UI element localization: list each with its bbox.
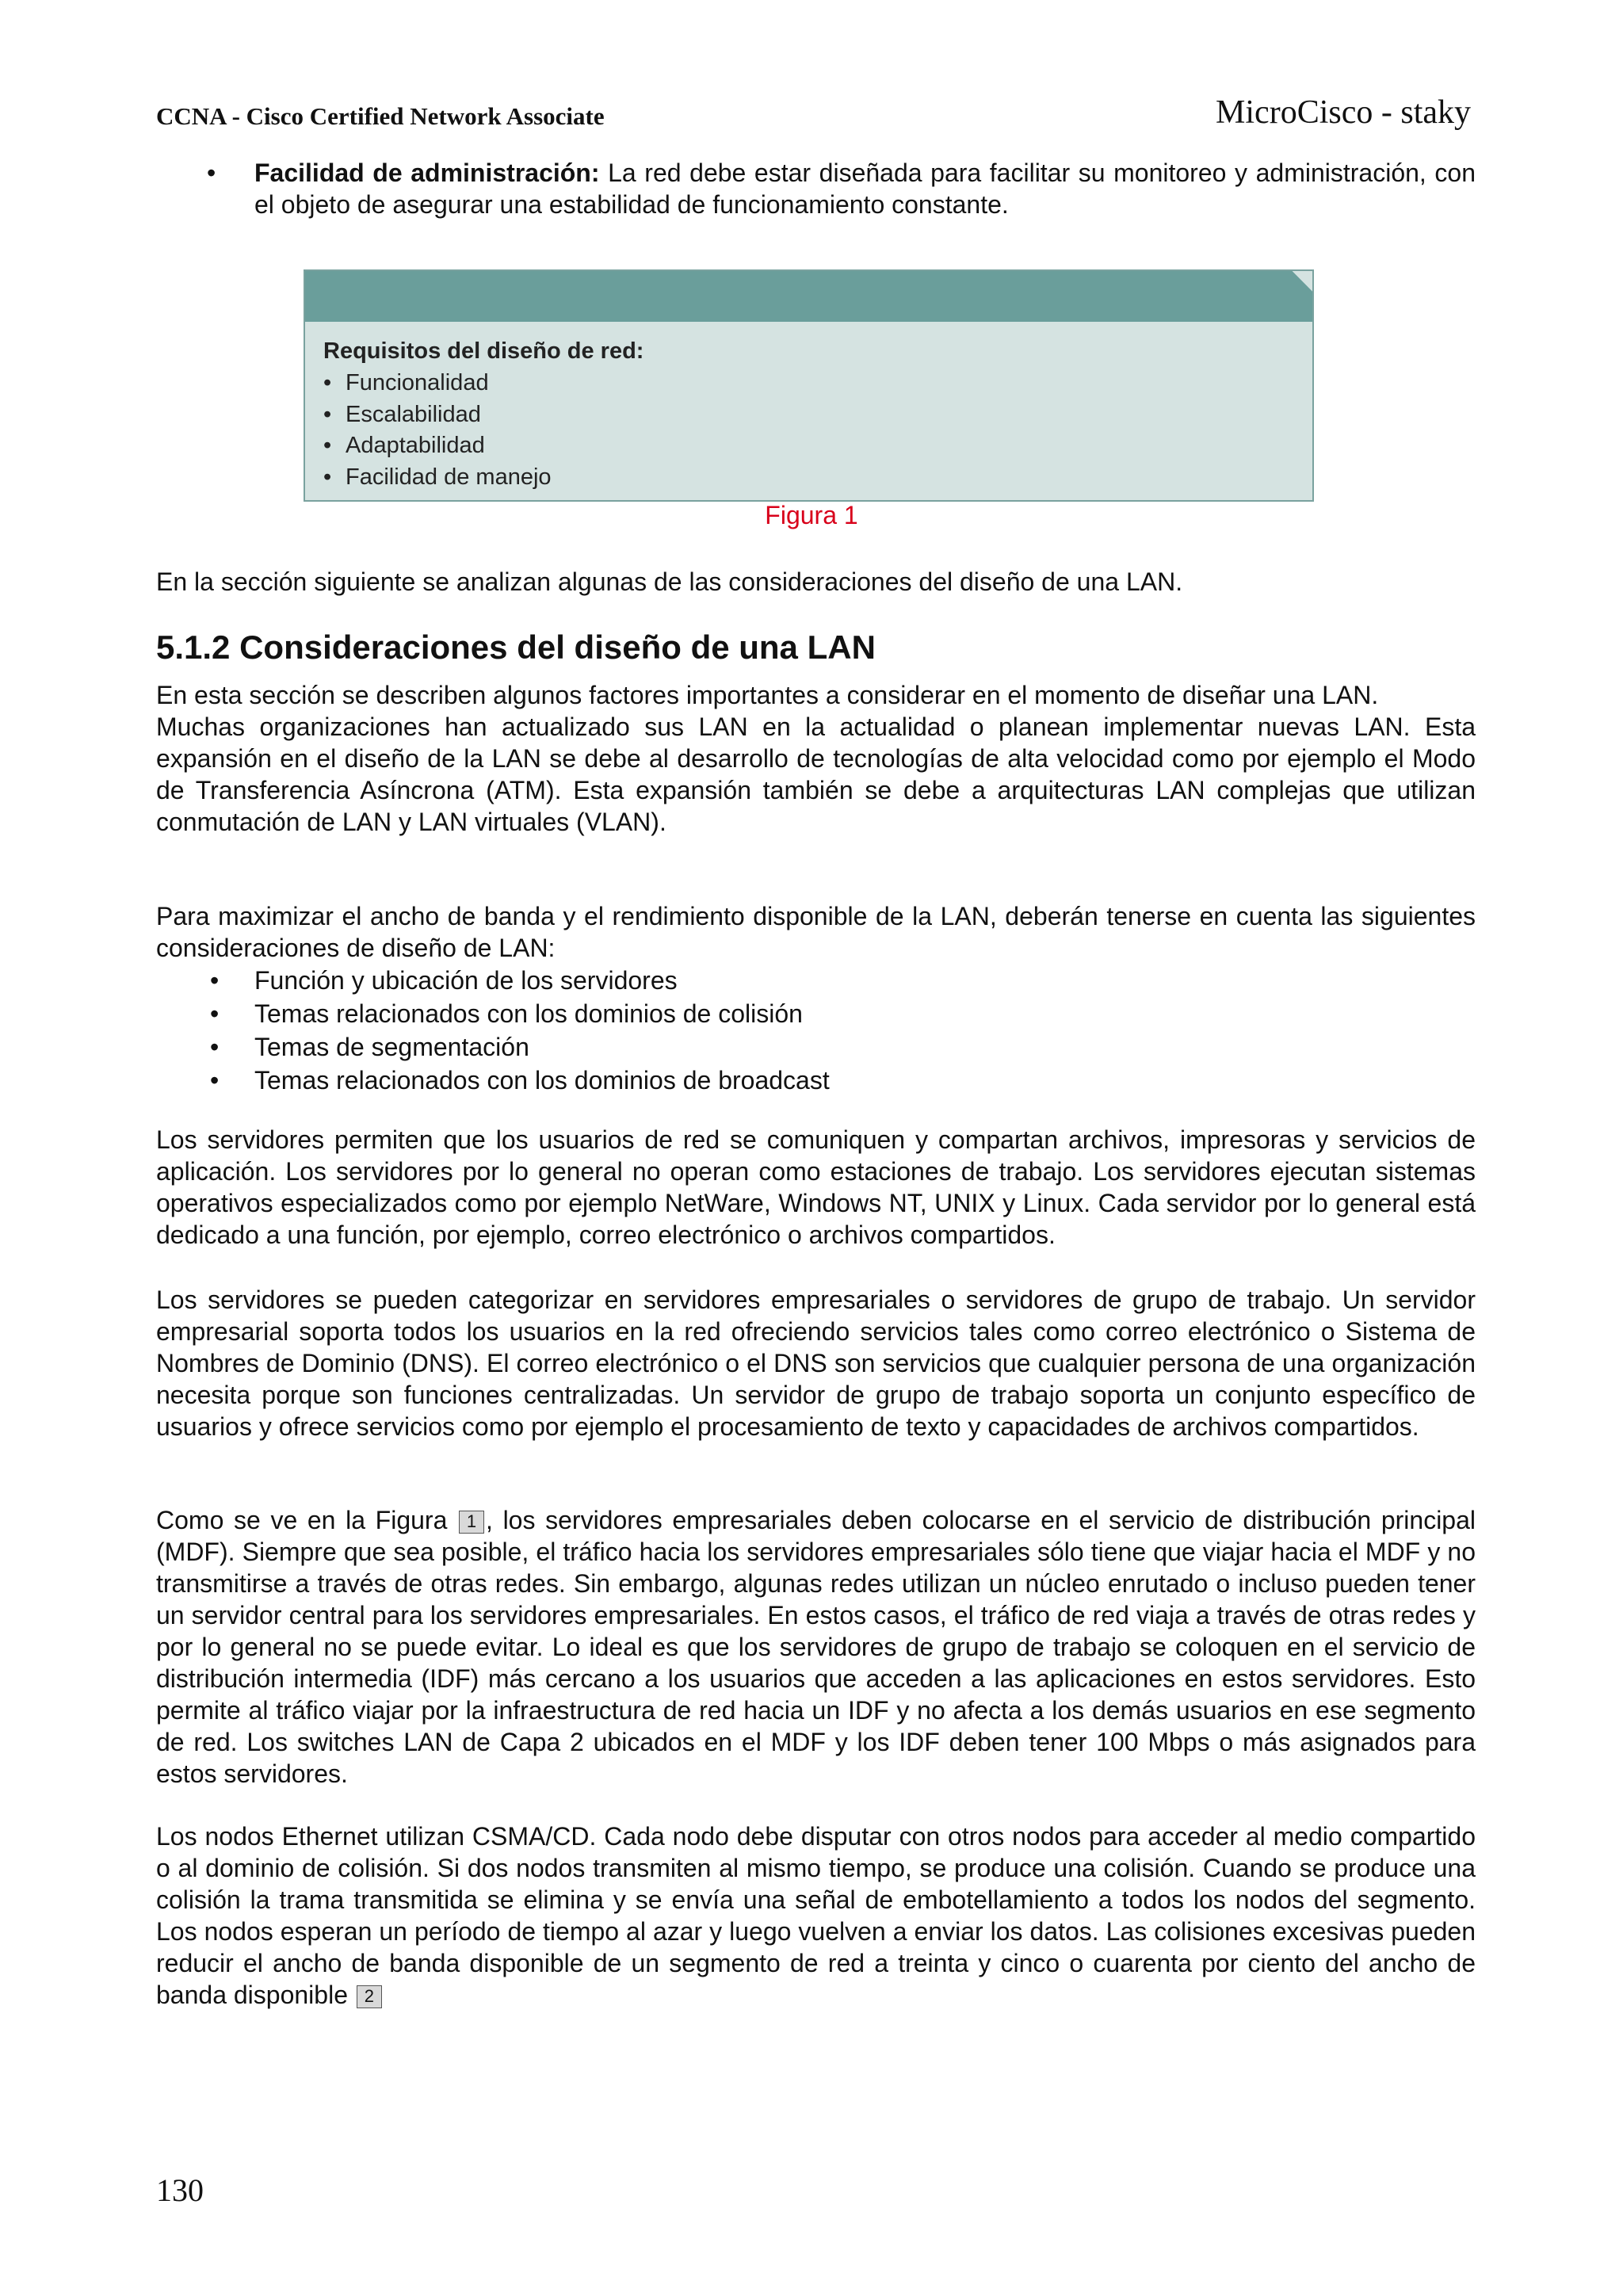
figure-title: Requisitos del diseño de red: bbox=[323, 338, 644, 364]
list-item bbox=[156, 157, 1476, 220]
bullet-icon: • bbox=[323, 464, 332, 490]
list-item: • Facilidad de manejo bbox=[323, 462, 552, 494]
figure-box bbox=[304, 269, 1314, 502]
bullet-icon: • bbox=[323, 433, 332, 458]
list-item: • Temas relacionados con los dominios de colisión bbox=[156, 997, 1476, 1030]
paragraph: Para maximizar el ancho de banda y el rendimiento disponible de la LAN, deberán tenerse en cuenta las siguientes consideraciones de diseño de LAN: bbox=[156, 902, 1476, 962]
list-item: • Escalabilidad bbox=[323, 399, 552, 431]
bullet-icon: • bbox=[323, 401, 332, 427]
bullet-icon: • bbox=[210, 999, 220, 1028]
figure-header-band bbox=[305, 271, 1312, 322]
section-heading: 5.1.2 Consideraciones del diseño de una LAN bbox=[156, 628, 876, 666]
paragraph: Los nodos Ethernet utilizan CSMA/CD. Cada nodo debe disputar con otros nodos para acceder al medio compartido o al dominio de colisión. Si dos nodos transmiten al mismo tiempo, se produce una colisión. Cuando se produce una colisión la trama transmitida se elimina y se envía una señal de embotellamiento a todos los nodos del segmento. Los nodos esperan un período de tiempo al azar y luego vuelven a enviar los datos. Las colisiones excesivas pueden reducir el ancho de banda disponible de un segmento de red a treinta y cinco o cuarenta por ciento del ancho de banda disponible 2 bbox=[156, 1822, 1476, 2009]
bullet-icon: • bbox=[210, 1033, 220, 1061]
bullet-icon: • bbox=[207, 159, 216, 187]
running-header-title: CCNA - Cisco Certified Network Associate bbox=[156, 102, 605, 130]
bullet-icon: • bbox=[210, 966, 220, 995]
bullet-icon: • bbox=[210, 1066, 220, 1095]
list-item: • Adaptabilidad bbox=[323, 430, 552, 462]
list-item: • Función y ubicación de los servidores bbox=[156, 964, 1476, 997]
figure-ref-link[interactable]: 2 bbox=[357, 1985, 382, 2008]
list-item: • Funcionalidad bbox=[323, 368, 552, 399]
paragraph: Los servidores permiten que los usuarios de red se comuniquen y compartan archivos, impresoras y servicios de aplicación. Los servidores por lo general no operan como estaciones de trabajo. Los servidores ejecutan sistemas operativos especializados como por ejemplo NetWare, Windows NT, UNIX y Linux. Cada servidor por lo general está dedicado a una función, por ejemplo, correo electrónico o archivos compartidos. bbox=[156, 1125, 1476, 1249]
figure-ref-link[interactable]: 1 bbox=[459, 1511, 484, 1534]
page-number: 130 bbox=[156, 2172, 204, 2208]
figure-caption: Figura 1 bbox=[765, 501, 858, 529]
paragraph: Como se ve en la Figura 1 , los servidores empresariales deben colocarse en el servicio de distribución principal (MDF). Siempre que sea posible, el tráfico hacia los servidores empresariales sólo tiene que viajar hacia el MDF y no transmitirse a través de otras redes. Sin embargo, algunas redes utilizan un núcleo enrutado o incluso pueden tener un servidor central para los servidores empresariales. En estos casos, el tráfico de red viaja a través de otras redes y por lo general no se puede evitar. Lo ideal es que los servidores de grupo de trabajo se coloquen en el servicio de distribución intermedia (IDF) más cercano a los usuarios que acceden a las aplicaciones en estos servidores. Esto permite al tráfico viajar por la infraestructura de red hacia un IDF y no afecta a los demás usuarios en ese segmento de red. Los switches LAN de Capa 2 ubicados en el MDF y los IDF deben tener 100 Mbps o más asignados para estos servidores. bbox=[156, 1506, 1476, 1788]
considerations-list bbox=[156, 964, 1476, 1097]
list-item: • Temas de segmentación bbox=[156, 1030, 1476, 1064]
paragraph: En esta sección se describen algunos factores importantes a considerar en el momento de diseñar una LAN. Muchas organizaciones han actualizado sus LAN en la actualidad o planean implementar nuevas LAN. Esta expansión en el diseño de la LAN se debe al desarrollo de tecnologías de alta velocidad como por ejemplo el Modo de Transferencia Asíncrona (ATM). Esta expansión también se debe a arquitecturas LAN complejas que utilizan conmutación de LAN y LAN virtuales (VLAN). bbox=[156, 681, 1476, 836]
bullet-icon: • bbox=[323, 370, 332, 395]
running-header-author: MicroCisco - staky bbox=[1216, 94, 1471, 131]
bullet-term: Facilidad de administración: bbox=[254, 159, 600, 187]
bullet-text: La red debe estar diseñada para facilitar su monitoreo y administración, con el objeto de asegurar una estabilidad de funcionamiento constante. bbox=[254, 159, 1476, 219]
figure-list bbox=[323, 368, 552, 493]
paragraph: Los servidores se pueden categorizar en servidores empresariales o servidores de grupo de trabajo. Un servidor empresarial soporta todos los usuarios en la red ofreciendo servicios tales como correo electrónico o Sistema de Nombres de Dominio (DNS). El correo electrónico o el DNS son servicios que cualquier persona de una organización necesita porque son funciones centralizadas. Un servidor de grupo de trabajo soporta un conjunto específico de usuarios y ofrece servicios como por ejemplo el procesamiento de texto y capacidades de archivos compartidos. bbox=[156, 1286, 1476, 1441]
list-item: • Temas relacionados con los dominios de broadcast bbox=[156, 1064, 1476, 1097]
intro-paragraph: En la sección siguiente se analizan algunas de las consideraciones del diseño de una LAN. bbox=[156, 567, 1183, 596]
